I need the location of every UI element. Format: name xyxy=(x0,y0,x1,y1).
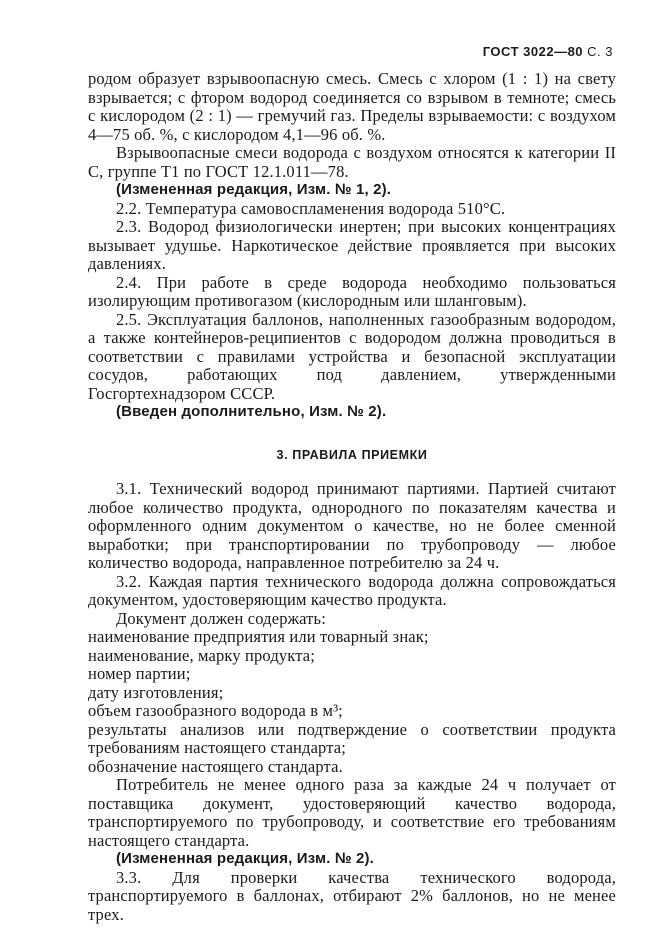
list-item: обозначение настоящего стандарта. xyxy=(88,756,343,776)
list-item: дату изготовления; xyxy=(88,682,224,702)
list-item: наименование, марку продукта; xyxy=(88,645,315,665)
clause-2-4: 2.4. При работе в среде водорода необходимо пользоваться изолирующим противогазом (кислородным или шланговым). xyxy=(88,272,616,310)
page-number: С. 3 xyxy=(587,44,613,59)
standard-number: ГОСТ 3022—80 xyxy=(482,44,584,59)
clause-3-3: 3.3. Для проверки качества технического водорода, транспортируемого в баллонах, отбирают 2% баллонов, но не менее трех. xyxy=(88,867,616,924)
clause-2-5: 2.5. Эксплуатация баллонов, наполненных газообразным водородом, а также контейнеров-реципиентов с водородом должна проводиться в соответствии с правилами устройства и безопасной эксплуатации сосудов, работающих под давлением, утвержденными Госгортехнадзором СССР. xyxy=(88,309,616,403)
document-contents-list xyxy=(88,628,616,776)
list-item: результаты анализов или подтверждение о соответствии продукта требованиям настоящего стандарта; xyxy=(88,719,616,757)
section-title: 3. ПРАВИЛА ПРИЕМКИ xyxy=(276,447,428,462)
clause-3-2: 3.2. Каждая партия технического водорода должна сопровождаться документом, удостоверяющим качество продукта. xyxy=(88,571,616,609)
paragraph-explosive-mixtures: Взрывоопасные смеси водорода с воздухом относятся к категории II C, группе T1 по ГОСТ 12.1.011—78. xyxy=(88,143,616,181)
paragraph-consumer: Потребитель не менее одного раза за каждые 24 ч получает от поставщика документ, удостоверяющий качество водорода, транспортируемого по трубопроводу, и соответствие его требованиям настоящего стандарта. xyxy=(88,775,616,850)
clause-3-1: 3.1. Технический водород принимают партиями. Партией считают любое количество продукта, однородного по показателям качества и оформленного одним документом о качестве, но не более сменной выработки; при транспортировании по трубопроводу — любое количество водорода, направленное потребителю за 24 ч. xyxy=(88,479,616,572)
running-header xyxy=(483,44,613,59)
clause-2-3: 2.3. Водород физиологически инертен; при высоких концентрациях вызывает удушье. Наркотическое действие проявляется при высоких давлениях. xyxy=(88,217,616,273)
clause-2-2: 2.2. Температура самовоспламенения водорода 510°С. xyxy=(116,198,506,218)
document-body xyxy=(88,70,616,924)
list-item: номер партии; xyxy=(88,664,191,683)
revision-note: (Измененная редакция, Изм. № 2). xyxy=(116,850,374,867)
list-item: объем газообразного водорода в м³; xyxy=(88,701,343,720)
paragraph-continued: родом образует взрывоопасную смесь. Смесь с хлором (1 : 1) на свету взрывается; с фтором водород соединяется со взрывом в темноте; смесь с кислородом (2 : 1) — гремучий газ. Пределы взрываемости: с воздухом 4—75 об. %, с кислородом 4,1—96 об. %. xyxy=(88,69,616,144)
document-intro: Документ должен содержать: xyxy=(116,608,326,628)
list-item: наименование предприятия или товарный знак; xyxy=(88,627,429,646)
revision-note: (Измененная редакция, Изм. № 1, 2). xyxy=(116,181,392,198)
addition-note: (Введен дополнительно, Изм. № 2). xyxy=(116,403,387,420)
